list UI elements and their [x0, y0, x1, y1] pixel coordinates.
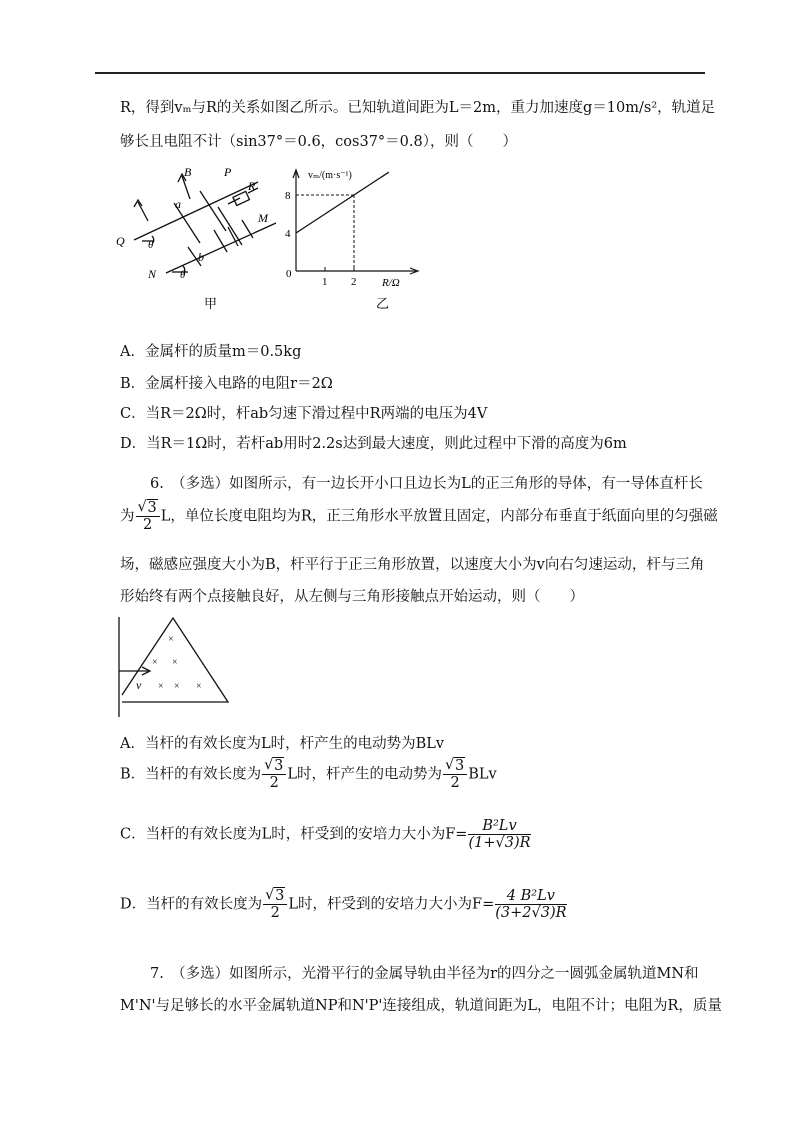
- q6-option-d: [120, 888, 568, 921]
- sqrt3: 3: [455, 758, 465, 774]
- header-rule: [95, 72, 705, 74]
- force-d-denominator: (3+2√3)R: [495, 905, 567, 921]
- q6-option-c: [120, 818, 532, 851]
- denominator-2: 2: [450, 775, 460, 791]
- q6-option-b: [120, 758, 497, 791]
- frac-force-d: [495, 888, 566, 921]
- label-P: P: [224, 165, 232, 179]
- frac-sqrt3-over-2: [262, 758, 286, 791]
- q6-line-2-suffix: L，单位长度电阻均为R，正三角形水平放置且固定，内部分布垂直于纸面向里的匀强磁: [160, 508, 718, 525]
- chart-xlabel: R/Ω: [382, 277, 400, 289]
- q6-option-b-mid: L时，杆产生的电动势为: [287, 766, 443, 783]
- force-c-numerator: B²Lv: [468, 818, 530, 835]
- q6-option-d-prefix: D．当杆的有效长度为: [120, 896, 263, 913]
- q7-line-1: 7. （多选）如图所示，光滑平行的金属导轨由半径为r的四分之一圆弧金属轨道MN和: [150, 966, 699, 982]
- denominator-2: 2: [270, 905, 280, 921]
- q6-line-4: 形始终有两个点接触良好，从左侧与三角形接触点开始运动，则（ ）: [120, 589, 584, 605]
- chart-origin-label: 0: [286, 268, 292, 280]
- equals-sign: =: [482, 896, 495, 913]
- chart-ylabel: vₘ/(m·s⁻¹): [308, 170, 352, 181]
- sqrt3: 3: [275, 888, 285, 904]
- field-mark: ×: [168, 634, 174, 645]
- field-mark: ×: [196, 681, 202, 692]
- x-tick-label: 1: [322, 276, 328, 288]
- y-tick-label: 4: [285, 228, 291, 240]
- caption-yi: 乙: [376, 296, 390, 311]
- q6-option-b-prefix: B．当杆的有效长度为: [120, 766, 262, 783]
- equals-sign: =: [455, 826, 468, 843]
- frac-sqrt3-over-2: [136, 500, 160, 533]
- q6-line-1: 6. （多选）如图所示，有一边长开小口且边长为L的正三角形的导体，有一导体直杆长: [150, 476, 703, 492]
- frac-sqrt3-over-2: [263, 888, 287, 921]
- q6-option-a: A．当杆的有效长度为L时，杆产生的电动势为BLv: [120, 736, 445, 752]
- label-B: B: [184, 165, 192, 179]
- frac-force-c: [468, 818, 530, 851]
- y-tick-label: 8: [285, 190, 291, 202]
- figure-yi-chart: [280, 160, 430, 315]
- series-line: [296, 172, 389, 233]
- label-Q: Q: [116, 234, 125, 248]
- force-c-denominator: (1+√3)R: [468, 835, 531, 851]
- sqrt3: 3: [147, 500, 157, 516]
- q5-option-c: C．当R＝2Ω时，杆ab匀速下滑过程中R两端的电压为4V: [120, 406, 488, 422]
- figure-triangle: [112, 615, 242, 720]
- field-mark: ×: [174, 681, 180, 692]
- caption-jia: 甲: [204, 296, 218, 311]
- force-d-numerator: 4 B²Lv: [495, 888, 566, 905]
- q6-option-b-suffix: BLv: [468, 766, 497, 783]
- q5-option-a: A．金属杆的质量m＝0.5kg: [120, 344, 302, 360]
- q6-line-2-prefix: 为: [120, 508, 135, 525]
- sqrt3: 3: [274, 758, 284, 774]
- denominator-2: 2: [269, 775, 279, 791]
- q6-option-d-mid: L时，杆受到的安培力大小为F: [288, 896, 483, 913]
- label-theta-1: θ: [148, 239, 154, 251]
- q6-line-3: 场，磁感应强度大小为B，杆平行于正三角形放置，以速度大小为v向右匀速运动，杆与三角: [120, 557, 705, 573]
- label-theta-2: θ: [180, 269, 186, 281]
- label-b: b: [198, 250, 204, 264]
- q7-line-2: M'N'与足够长的水平金属轨道NP和N'P'连接组成，轨道间距为L，电阻不计；电阻为R，质量: [120, 998, 722, 1014]
- label-M: M: [258, 211, 268, 225]
- frac-sqrt3-over-2: [443, 758, 467, 791]
- intro-line-2: 够长且电阻不计（sin37°＝0.6，cos37°＝0.8），则（ ）: [120, 134, 517, 150]
- label-N: N: [148, 267, 157, 281]
- field-mark: ×: [172, 657, 178, 668]
- q6-option-c-prefix: C．当杆的有效长度为L时，杆受到的安培力大小为F: [120, 826, 456, 843]
- denominator-2: 2: [143, 517, 153, 533]
- label-a: a: [175, 197, 181, 211]
- q5-option-d: D．当R＝1Ω时，若杆ab用时2.2s达到最大速度，则此过程中下滑的高度为6m: [120, 436, 627, 452]
- figure-jia: [108, 160, 283, 315]
- intro-line-1: R，得到vₘ与R的关系如图乙所示。已知轨道间距为L＝2m，重力加速度g＝10m/s²，轨道足: [120, 100, 716, 116]
- x-tick-label: 2: [351, 276, 357, 288]
- label-R: R: [248, 179, 256, 193]
- field-mark: ×: [158, 681, 164, 692]
- q6-line-2: [120, 500, 718, 533]
- q5-option-b: B．金属杆接入电路的电阻r＝2Ω: [120, 376, 333, 392]
- field-mark: ×: [152, 657, 158, 668]
- label-v: v: [136, 678, 142, 692]
